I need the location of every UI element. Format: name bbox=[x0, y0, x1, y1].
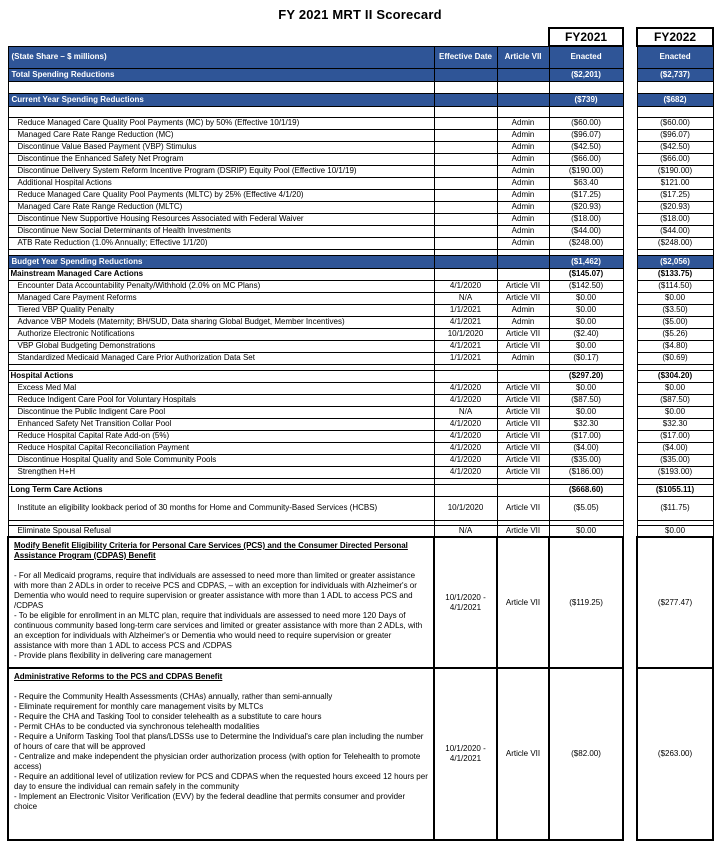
column-gap bbox=[623, 117, 637, 129]
table-row bbox=[8, 430, 713, 442]
benefit-description-cell bbox=[8, 668, 434, 840]
article-cell: Admin bbox=[497, 129, 549, 141]
article-cell: Admin bbox=[497, 316, 549, 328]
fy2021-value-cell: $0.00 bbox=[549, 406, 623, 418]
label-cell: Discontinue the Public Indigent Care Pool bbox=[8, 406, 434, 418]
column-gap bbox=[623, 292, 637, 304]
effective-date-cell bbox=[434, 141, 497, 153]
fy2022-value-cell: ($2,056) bbox=[637, 255, 713, 268]
fy2021-value-cell: ($0.17) bbox=[549, 352, 623, 364]
table-row bbox=[8, 141, 713, 153]
fy2022-value-cell: ($3.50) bbox=[637, 304, 713, 316]
benefit-bullet: - Permit CHAs to be conducted via synchronous telehealth modalities bbox=[14, 722, 260, 731]
article-cell: Article VII bbox=[497, 454, 549, 466]
table-row bbox=[8, 370, 713, 382]
column-gap bbox=[623, 46, 637, 68]
fy2021-value-cell: ($35.00) bbox=[549, 454, 623, 466]
effective-date-cell bbox=[434, 268, 497, 280]
effective-date-cell: 10/1/2020 bbox=[434, 328, 497, 340]
column-gap bbox=[623, 81, 637, 93]
article-cell: Article VII bbox=[497, 382, 549, 394]
effective-date-cell: 10/1/2020 - 4/1/2021 bbox=[434, 537, 497, 668]
article-cell: Article VII bbox=[497, 340, 549, 352]
fy2021-value-cell: ($20.93) bbox=[549, 201, 623, 213]
article-cell bbox=[497, 484, 549, 496]
separator-row bbox=[8, 106, 713, 117]
fy2021-value-cell: ($44.00) bbox=[549, 225, 623, 237]
table-row bbox=[8, 117, 713, 129]
table-row bbox=[8, 316, 713, 328]
label-cell: Mainstream Managed Care Actions bbox=[8, 268, 434, 280]
label-cell: Eliminate Spousal Refusal bbox=[8, 525, 434, 537]
benefit-title: Administrative Reforms to the PCS and CDPAS Benefit bbox=[14, 672, 223, 681]
fy2022-value-cell: $0.00 bbox=[637, 406, 713, 418]
fy2021-value-cell: $32.30 bbox=[549, 418, 623, 430]
fy2021-value-cell: ($4.00) bbox=[549, 442, 623, 454]
separator-row bbox=[8, 81, 713, 93]
table-row bbox=[8, 213, 713, 225]
label-cell: ATB Rate Reduction (1.0% Annually; Effective 1/1/20) bbox=[8, 237, 434, 249]
fy2021-column-label: FY2021 bbox=[549, 28, 623, 46]
article-cell: Admin bbox=[497, 352, 549, 364]
benefit-bullet: - Require an additional level of utilization review for PCS and CDPAS when the requested hours exceed 12 hours per day to ensure the individual can remain safely in the community bbox=[14, 772, 428, 791]
article-cell: Article VII bbox=[497, 525, 549, 537]
table-row bbox=[8, 340, 713, 352]
column-gap bbox=[623, 537, 637, 668]
label-cell: Enhanced Safety Net Transition Collar Pool bbox=[8, 418, 434, 430]
fy2022-value-cell: ($87.50) bbox=[637, 394, 713, 406]
article-cell: Admin bbox=[497, 225, 549, 237]
table-row bbox=[8, 237, 713, 249]
fy2021-value-cell: ($145.07) bbox=[549, 268, 623, 280]
fy2022-value-cell bbox=[637, 106, 713, 117]
effective-date-cell: 4/1/2020 bbox=[434, 394, 497, 406]
effective-date-cell: N/A bbox=[434, 406, 497, 418]
fy2022-value-cell: $32.30 bbox=[637, 418, 713, 430]
fy2021-value-cell: ($186.00) bbox=[549, 466, 623, 478]
label-cell: Total Spending Reductions bbox=[8, 68, 434, 81]
article-cell: Admin bbox=[497, 117, 549, 129]
fy2021-value-cell: ($668.60) bbox=[549, 484, 623, 496]
table-row bbox=[8, 225, 713, 237]
effective-date-cell: 4/1/2020 bbox=[434, 442, 497, 454]
table-row bbox=[8, 280, 713, 292]
label-cell: Managed Care Payment Reforms bbox=[8, 292, 434, 304]
fy2021-value-cell: ($2,201) bbox=[549, 68, 623, 81]
label-cell: Reduce Indigent Care Pool for Voluntary Hospitals bbox=[8, 394, 434, 406]
column-gap bbox=[623, 213, 637, 225]
article-cell: Article VII bbox=[497, 668, 549, 840]
table-row bbox=[8, 454, 713, 466]
effective-date-cell bbox=[434, 237, 497, 249]
benefit-bullet: - Require the Community Health Assessments (CHAs) annually, rather than semi-annually bbox=[14, 692, 333, 701]
label-cell: Excess Med Mal bbox=[8, 382, 434, 394]
fy2021-value-cell: ($66.00) bbox=[549, 153, 623, 165]
table-row bbox=[8, 153, 713, 165]
table-row bbox=[8, 189, 713, 201]
label-cell: Current Year Spending Reductions bbox=[8, 93, 434, 106]
column-gap bbox=[623, 141, 637, 153]
label-cell: Strengthen H+H bbox=[8, 466, 434, 478]
fy2021-value-cell: ($5.05) bbox=[549, 496, 623, 520]
fy2021-value-cell: ($248.00) bbox=[549, 237, 623, 249]
column-gap bbox=[623, 68, 637, 81]
column-gap bbox=[623, 28, 637, 46]
fy2021-value-cell: ($82.00) bbox=[549, 668, 623, 840]
fy2022-value-cell: ($114.50) bbox=[637, 280, 713, 292]
label-cell: Institute an eligibility lookback period of 30 months for Home and Community-Based Services (HCBS) bbox=[8, 496, 434, 520]
column-gap bbox=[623, 484, 637, 496]
column-gap bbox=[623, 255, 637, 268]
label-cell: Tiered VBP Quality Penalty bbox=[8, 304, 434, 316]
effective-date-cell: 4/1/2020 bbox=[434, 454, 497, 466]
fy2022-value-cell bbox=[637, 81, 713, 93]
fy2022-value-cell: ($18.00) bbox=[637, 213, 713, 225]
benefit-bullet: - Provide plans flexibility in delivering care management bbox=[14, 651, 212, 660]
benefit-bullet: - Centralize and make independent the physician order authorization process (with option for Telehealth to promote access) bbox=[14, 752, 421, 771]
column-gap bbox=[623, 340, 637, 352]
column-gap bbox=[623, 418, 637, 430]
fy2022-enacted-header: Enacted bbox=[637, 46, 713, 68]
fy2022-value-cell: ($4.00) bbox=[637, 442, 713, 454]
effective-date-cell bbox=[434, 93, 497, 106]
table-row bbox=[8, 328, 713, 340]
article-vii-header: Article VII bbox=[497, 46, 549, 68]
column-gap bbox=[623, 153, 637, 165]
article-cell: Admin bbox=[497, 189, 549, 201]
effective-date-cell bbox=[434, 165, 497, 177]
fy2021-value-cell: $0.00 bbox=[549, 304, 623, 316]
fy2022-column-label: FY2022 bbox=[637, 28, 713, 46]
benefit-bullet: - Require a Uniform Tasking Tool that plans/LDSSs use to Determine the Individual's care plan including the number of hours of care that will be approved bbox=[14, 732, 424, 751]
fy2022-value-cell: ($17.00) bbox=[637, 430, 713, 442]
column-gap bbox=[623, 442, 637, 454]
column-gap bbox=[623, 406, 637, 418]
fy2022-value-cell: ($193.00) bbox=[637, 466, 713, 478]
column-gap bbox=[623, 129, 637, 141]
table-row bbox=[8, 484, 713, 496]
column-gap bbox=[623, 316, 637, 328]
column-gap bbox=[623, 106, 637, 117]
table-row bbox=[8, 304, 713, 316]
benefit-detail-row bbox=[8, 537, 713, 668]
effective-date-cell bbox=[434, 225, 497, 237]
article-cell: Admin bbox=[497, 237, 549, 249]
fy2021-value-cell: ($87.50) bbox=[549, 394, 623, 406]
fy2021-value-cell: ($18.00) bbox=[549, 213, 623, 225]
fy2022-value-cell: $0.00 bbox=[637, 382, 713, 394]
effective-date-cell: 4/1/2020 bbox=[434, 430, 497, 442]
article-cell bbox=[497, 370, 549, 382]
table-row bbox=[8, 292, 713, 304]
fy2022-value-cell: ($263.00) bbox=[637, 668, 713, 840]
fy2022-value-cell: ($17.25) bbox=[637, 189, 713, 201]
article-cell bbox=[497, 81, 549, 93]
label-cell: Authorize Electronic Notifications bbox=[8, 328, 434, 340]
article-cell: Admin bbox=[497, 153, 549, 165]
fy2021-value-cell: $0.00 bbox=[549, 525, 623, 537]
column-gap bbox=[623, 454, 637, 466]
label-cell: Discontinue New Social Determinants of Health Investments bbox=[8, 225, 434, 237]
effective-date-cell: 4/1/2020 bbox=[434, 280, 497, 292]
fy2021-value-cell: ($17.00) bbox=[549, 430, 623, 442]
fy2022-value-cell: ($5.00) bbox=[637, 316, 713, 328]
scorecard-table bbox=[7, 27, 714, 841]
table-row bbox=[8, 418, 713, 430]
fy2021-enacted-header: Enacted bbox=[549, 46, 623, 68]
table-row bbox=[8, 406, 713, 418]
fy2021-value-cell: $0.00 bbox=[549, 382, 623, 394]
fy2022-value-cell: ($4.80) bbox=[637, 340, 713, 352]
benefit-bullet: - Require the CHA and Tasking Tool to consider telehealth as a substitute to care hours bbox=[14, 712, 322, 721]
article-cell: Article VII bbox=[497, 442, 549, 454]
effective-date-cell bbox=[434, 129, 497, 141]
column-gap bbox=[623, 352, 637, 364]
column-gap bbox=[623, 394, 637, 406]
fy2021-value-cell: $63.40 bbox=[549, 177, 623, 189]
column-gap bbox=[623, 382, 637, 394]
fy2022-value-cell: ($11.75) bbox=[637, 496, 713, 520]
column-gap bbox=[623, 370, 637, 382]
table-row bbox=[8, 496, 713, 520]
article-cell: Article VII bbox=[497, 537, 549, 668]
article-cell bbox=[497, 106, 549, 117]
article-cell bbox=[497, 268, 549, 280]
label-cell: Additional Hospital Actions bbox=[8, 177, 434, 189]
fy2022-value-cell: ($190.00) bbox=[637, 165, 713, 177]
article-cell: Article VII bbox=[497, 418, 549, 430]
fy2022-value-cell: $121.00 bbox=[637, 177, 713, 189]
section-header-row bbox=[8, 93, 713, 106]
column-gap bbox=[623, 93, 637, 106]
fy2022-value-cell: ($5.26) bbox=[637, 328, 713, 340]
fy2022-value-cell: ($682) bbox=[637, 93, 713, 106]
fy2021-value-cell: ($119.25) bbox=[549, 537, 623, 668]
label-cell: Standardized Medicaid Managed Care Prior Authorization Data Set bbox=[8, 352, 434, 364]
fy2021-value-cell: ($96.07) bbox=[549, 129, 623, 141]
article-cell: Article VII bbox=[497, 394, 549, 406]
fy2021-value-cell: ($297.20) bbox=[549, 370, 623, 382]
table-row bbox=[8, 382, 713, 394]
benefit-description-cell bbox=[8, 537, 434, 668]
effective-date-cell bbox=[434, 255, 497, 268]
column-gap bbox=[623, 466, 637, 478]
fy2022-value-cell: $0.00 bbox=[637, 525, 713, 537]
column-gap bbox=[623, 237, 637, 249]
label-cell: Reduce Managed Care Quality Pool Payments (MLTC) by 25% (Effective 4/1/20) bbox=[8, 189, 434, 201]
state-share-header: (State Share – $ millions) bbox=[8, 46, 434, 68]
fy2021-value-cell: ($142.50) bbox=[549, 280, 623, 292]
effective-date-cell bbox=[434, 201, 497, 213]
article-cell: Admin bbox=[497, 141, 549, 153]
effective-date-cell: 4/1/2021 bbox=[434, 340, 497, 352]
fy2022-value-cell: ($304.20) bbox=[637, 370, 713, 382]
section-header-row bbox=[8, 255, 713, 268]
fy2022-value-cell: ($96.07) bbox=[637, 129, 713, 141]
effective-date-cell: 4/1/2021 bbox=[434, 316, 497, 328]
effective-date-cell: 1/1/2021 bbox=[434, 304, 497, 316]
effective-date-header: Effective Date bbox=[434, 46, 497, 68]
fy2021-value-cell: ($60.00) bbox=[549, 117, 623, 129]
fy2021-value-cell bbox=[549, 81, 623, 93]
label-cell: Encounter Data Accountability Penalty/Withhold (2.0% on MC Plans) bbox=[8, 280, 434, 292]
fy2021-value-cell: $0.00 bbox=[549, 316, 623, 328]
effective-date-cell: 10/1/2020 - 4/1/2021 bbox=[434, 668, 497, 840]
section-header-row bbox=[8, 68, 713, 81]
table-row bbox=[8, 466, 713, 478]
label-cell: Discontinue New Supportive Housing Resources Associated with Federal Waiver bbox=[8, 213, 434, 225]
label-cell: Discontinue the Enhanced Safety Net Program bbox=[8, 153, 434, 165]
column-gap bbox=[623, 268, 637, 280]
column-gap bbox=[623, 201, 637, 213]
effective-date-cell: 10/1/2020 bbox=[434, 496, 497, 520]
effective-date-cell bbox=[434, 117, 497, 129]
label-cell: Advance VBP Models (Maternity; BH/SUD, Data sharing Global Budget, Member Incentives) bbox=[8, 316, 434, 328]
effective-date-cell: N/A bbox=[434, 525, 497, 537]
table-row bbox=[8, 177, 713, 189]
article-cell: Admin bbox=[497, 165, 549, 177]
fy2021-value-cell: $0.00 bbox=[549, 340, 623, 352]
label-cell: Reduce Hospital Capital Rate Add-on (5%) bbox=[8, 430, 434, 442]
article-cell bbox=[497, 93, 549, 106]
article-cell: Article VII bbox=[497, 292, 549, 304]
fy2022-value-cell: ($0.69) bbox=[637, 352, 713, 364]
fy2022-value-cell: ($44.00) bbox=[637, 225, 713, 237]
effective-date-cell bbox=[434, 153, 497, 165]
column-gap bbox=[623, 430, 637, 442]
label-cell: Reduce Hospital Capital Reconciliation Payment bbox=[8, 442, 434, 454]
effective-date-cell bbox=[434, 81, 497, 93]
table-row bbox=[8, 201, 713, 213]
effective-date-cell: 1/1/2021 bbox=[434, 352, 497, 364]
benefit-bullet: - Implement an Electronic Visitor Verification (EVV) by the federal deadline that permits consumer and provider choice bbox=[14, 792, 406, 811]
article-cell bbox=[497, 68, 549, 81]
label-cell: Discontinue Value Based Payment (VBP) Stimulus bbox=[8, 141, 434, 153]
fy2022-value-cell: ($35.00) bbox=[637, 454, 713, 466]
article-cell: Admin bbox=[497, 304, 549, 316]
effective-date-cell bbox=[434, 177, 497, 189]
table-row bbox=[8, 129, 713, 141]
fy2021-value-cell: ($739) bbox=[549, 93, 623, 106]
effective-date-cell bbox=[434, 189, 497, 201]
fiscal-year-label-row bbox=[8, 28, 713, 46]
effective-date-cell bbox=[434, 106, 497, 117]
fy2021-value-cell: ($42.50) bbox=[549, 141, 623, 153]
effective-date-cell: 4/1/2020 bbox=[434, 382, 497, 394]
table-row bbox=[8, 442, 713, 454]
effective-date-cell bbox=[434, 68, 497, 81]
effective-date-cell: 4/1/2020 bbox=[434, 466, 497, 478]
benefit-bullet: - Eliminate requirement for monthly care management visits by MLTCs bbox=[14, 702, 264, 711]
label-cell: Managed Care Rate Range Reduction (MLTC) bbox=[8, 201, 434, 213]
effective-date-cell bbox=[434, 213, 497, 225]
fy2022-value-cell: ($2,737) bbox=[637, 68, 713, 81]
fy2021-value-cell: ($2.40) bbox=[549, 328, 623, 340]
benefit-bullet: - To be eligible for enrollment in an MLTC plan, require that individuals are assessed to need more 120 Days of continuous community based long-term care services and limited or greater assistance with more than 2 ADLs, with an exception for individuals with Alzheimer's or Dementia who would need to require supervision or greater assistance with more than 1 ADL to access PCS and /CDPAS bbox=[14, 611, 423, 650]
column-gap bbox=[623, 189, 637, 201]
label-cell: VBP Global Budgeting Demonstrations bbox=[8, 340, 434, 352]
fy2022-value-cell: ($248.00) bbox=[637, 237, 713, 249]
table-row bbox=[8, 268, 713, 280]
column-header-row bbox=[8, 46, 713, 68]
article-cell: Admin bbox=[497, 177, 549, 189]
column-gap bbox=[623, 668, 637, 840]
fy2022-value-cell: $0.00 bbox=[637, 292, 713, 304]
article-cell: Admin bbox=[497, 213, 549, 225]
article-cell: Article VII bbox=[497, 280, 549, 292]
effective-date-cell: N/A bbox=[434, 292, 497, 304]
article-cell: Article VII bbox=[497, 466, 549, 478]
label-cell: Reduce Managed Care Quality Pool Payments (MC) by 50% (Effective 10/1/19) bbox=[8, 117, 434, 129]
article-cell: Article VII bbox=[497, 328, 549, 340]
table-row bbox=[8, 394, 713, 406]
label-row-spacer bbox=[8, 28, 549, 46]
column-gap bbox=[623, 225, 637, 237]
table-row bbox=[8, 352, 713, 364]
article-cell: Admin bbox=[497, 201, 549, 213]
label-cell: Budget Year Spending Reductions bbox=[8, 255, 434, 268]
column-gap bbox=[623, 165, 637, 177]
label-cell bbox=[8, 81, 434, 93]
fy2021-value-cell: ($190.00) bbox=[549, 165, 623, 177]
column-gap bbox=[623, 525, 637, 537]
effective-date-cell bbox=[434, 370, 497, 382]
column-gap bbox=[623, 496, 637, 520]
label-cell: Discontinue Delivery System Reform Incentive Program (DSRIP) Equity Pool (Effective 10/1/19) bbox=[8, 165, 434, 177]
fy2021-value-cell: ($17.25) bbox=[549, 189, 623, 201]
fy2021-value-cell: ($1,462) bbox=[549, 255, 623, 268]
label-cell: Long Term Care Actions bbox=[8, 484, 434, 496]
benefit-title: Modify Benefit Eligibility Criteria for Personal Care Services (PCS) and the Consumer Directed Personal Assistance Program (CDPAS) Benefit bbox=[14, 541, 408, 560]
fy2021-value-cell: $0.00 bbox=[549, 292, 623, 304]
effective-date-cell bbox=[434, 484, 497, 496]
fy2022-value-cell: ($60.00) bbox=[637, 117, 713, 129]
column-gap bbox=[623, 304, 637, 316]
table-row bbox=[8, 165, 713, 177]
label-cell: Hospital Actions bbox=[8, 370, 434, 382]
article-cell: Article VII bbox=[497, 430, 549, 442]
fy2022-value-cell: ($133.75) bbox=[637, 268, 713, 280]
label-cell: Discontinue Hospital Quality and Sole Community Pools bbox=[8, 454, 434, 466]
benefit-detail-row bbox=[8, 668, 713, 840]
effective-date-cell: 4/1/2020 bbox=[434, 418, 497, 430]
label-cell bbox=[8, 106, 434, 117]
article-cell: Article VII bbox=[497, 406, 549, 418]
column-gap bbox=[623, 177, 637, 189]
label-cell: Managed Care Rate Range Reduction (MC) bbox=[8, 129, 434, 141]
article-cell bbox=[497, 255, 549, 268]
fy2022-value-cell: ($66.00) bbox=[637, 153, 713, 165]
fy2021-value-cell bbox=[549, 106, 623, 117]
table-row bbox=[8, 525, 713, 537]
article-cell: Article VII bbox=[497, 496, 549, 520]
fy2022-value-cell: ($1055.11) bbox=[637, 484, 713, 496]
fy2022-value-cell: ($20.93) bbox=[637, 201, 713, 213]
fy2022-value-cell: ($42.50) bbox=[637, 141, 713, 153]
page-title: FY 2021 MRT II Scorecard bbox=[278, 7, 442, 22]
column-gap bbox=[623, 328, 637, 340]
benefit-bullet: - For all Medicaid programs, require that individuals are assessed to need more than limited or greater assistance with more than 2 ADLs in order to receive PCS and CDPAS, – with an exception for individuals with Alzheimer's or Dementia who would need to require supervision or greater assistance with more than 1 ADL to access PCS and /CDPAS bbox=[14, 571, 417, 610]
fy2022-value-cell: ($277.47) bbox=[637, 537, 713, 668]
column-gap bbox=[623, 280, 637, 292]
